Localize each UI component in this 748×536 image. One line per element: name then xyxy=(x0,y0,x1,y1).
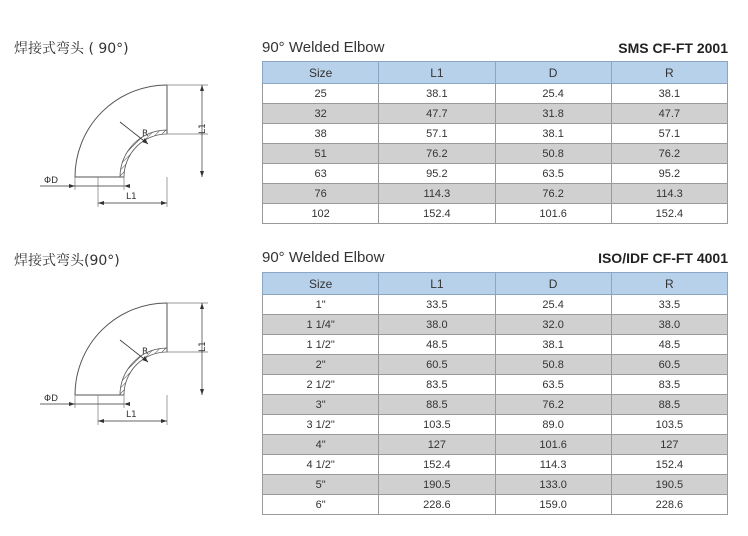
table-row xyxy=(263,355,728,375)
phi-d-label: ΦD xyxy=(44,176,59,186)
table-cell: 1" xyxy=(263,295,379,315)
table-cell: 2 1/2" xyxy=(263,375,379,395)
table-cell: 228.6 xyxy=(379,495,495,515)
elbow-outer-arc xyxy=(75,85,167,177)
table-cell: 152.4 xyxy=(611,204,727,224)
column-header: R xyxy=(611,62,727,84)
table-row xyxy=(263,375,728,395)
table-cell: 3 1/2" xyxy=(263,415,379,435)
table-cell: 38.1 xyxy=(611,84,727,104)
table-cell: 25 xyxy=(263,84,379,104)
table-cell: 5" xyxy=(263,475,379,495)
spec-table xyxy=(262,272,728,515)
diagram-title: 焊接式弯头 ( 90°) xyxy=(14,41,129,57)
table-row xyxy=(263,104,728,124)
table-cell: 33.5 xyxy=(379,295,495,315)
table-cell: 114.3 xyxy=(379,184,495,204)
table-cell: 38 xyxy=(263,124,379,144)
column-header: R xyxy=(611,273,727,295)
table-cell: 88.5 xyxy=(611,395,727,415)
elbow-diagram xyxy=(30,62,230,222)
table-cell: 25.4 xyxy=(495,295,611,315)
table-cell: 88.5 xyxy=(379,395,495,415)
table-cell: 33.5 xyxy=(611,295,727,315)
table-cell: 103.5 xyxy=(379,415,495,435)
table-cell: 2" xyxy=(263,355,379,375)
l1-bottom-label: L1 xyxy=(126,192,137,202)
table-cell: 76.2 xyxy=(379,144,495,164)
table-cell: 57.1 xyxy=(379,124,495,144)
standard-code: ISO/IDF CF-FT 4001 xyxy=(598,250,728,266)
table-title: 90° Welded Elbow xyxy=(262,249,385,266)
r-label: R xyxy=(142,129,149,139)
column-header: D xyxy=(495,62,611,84)
table-cell: 1 1/4" xyxy=(263,315,379,335)
table-cell: 6" xyxy=(263,495,379,515)
table-cell: 95.2 xyxy=(611,164,727,184)
table-cell: 152.4 xyxy=(379,204,495,224)
table-cell: 102 xyxy=(263,204,379,224)
table-cell: 4 1/2" xyxy=(263,455,379,475)
table-cell: 127 xyxy=(379,435,495,455)
table-cell: 38.1 xyxy=(495,124,611,144)
table-row xyxy=(263,204,728,224)
l1-side-label: L1 xyxy=(198,123,208,134)
table-cell: 60.5 xyxy=(379,355,495,375)
table-cell: 76.2 xyxy=(495,395,611,415)
column-header: Size xyxy=(263,62,379,84)
table-row xyxy=(263,455,728,475)
table-cell: 63.5 xyxy=(495,375,611,395)
table-row xyxy=(263,395,728,415)
table-row xyxy=(263,144,728,164)
table-cell: 152.4 xyxy=(611,455,727,475)
table-cell: 3" xyxy=(263,395,379,415)
table-cell: 103.5 xyxy=(611,415,727,435)
table-cell: 51 xyxy=(263,144,379,164)
column-header: D xyxy=(495,273,611,295)
table-cell: 133.0 xyxy=(495,475,611,495)
table-cell: 89.0 xyxy=(495,415,611,435)
table-cell: 38.1 xyxy=(495,335,611,355)
column-header: L1 xyxy=(379,273,495,295)
table-cell: 31.8 xyxy=(495,104,611,124)
table-cell: 83.5 xyxy=(611,375,727,395)
table-row xyxy=(263,315,728,335)
elbow-outer-arc xyxy=(75,303,167,395)
table-cell: 50.8 xyxy=(495,355,611,375)
table-cell: 190.5 xyxy=(611,475,727,495)
diagram-title: 焊接式弯头(90°) xyxy=(14,253,120,269)
table-cell: 48.5 xyxy=(379,335,495,355)
phi-d-label: ΦD xyxy=(44,394,59,404)
l1-bottom-label: L1 xyxy=(126,410,137,420)
table-row xyxy=(263,415,728,435)
table-cell: 127 xyxy=(611,435,727,455)
table-cell: 50.8 xyxy=(495,144,611,164)
table-cell: 76 xyxy=(263,184,379,204)
table-cell: 57.1 xyxy=(611,124,727,144)
table-header-row xyxy=(263,273,728,295)
table-header-row xyxy=(263,62,728,84)
column-header: Size xyxy=(263,273,379,295)
table-cell: 159.0 xyxy=(495,495,611,515)
table-cell: 152.4 xyxy=(379,455,495,475)
table-cell: 4" xyxy=(263,435,379,455)
table-cell: 114.3 xyxy=(495,455,611,475)
spec-table xyxy=(262,61,728,224)
table-cell: 76.2 xyxy=(495,184,611,204)
section-sms xyxy=(0,0,748,230)
table-cell: 47.7 xyxy=(379,104,495,124)
table-row xyxy=(263,124,728,144)
table-row xyxy=(263,495,728,515)
table-title: 90° Welded Elbow xyxy=(262,39,385,56)
standard-code: SMS CF-FT 2001 xyxy=(618,40,728,56)
table-cell: 114.3 xyxy=(611,184,727,204)
l1-side-label: L1 xyxy=(198,341,208,352)
table-cell: 76.2 xyxy=(611,144,727,164)
table-cell: 48.5 xyxy=(611,335,727,355)
table-cell: 1 1/2" xyxy=(263,335,379,355)
table-cell: 32 xyxy=(263,104,379,124)
table-cell: 38.1 xyxy=(379,84,495,104)
table-cell: 38.0 xyxy=(379,315,495,335)
section-iso-idf xyxy=(0,240,748,536)
table-cell: 63.5 xyxy=(495,164,611,184)
table-cell: 190.5 xyxy=(379,475,495,495)
table-row xyxy=(263,475,728,495)
table-cell: 63 xyxy=(263,164,379,184)
table-row xyxy=(263,295,728,315)
table-cell: 101.6 xyxy=(495,204,611,224)
table-row xyxy=(263,184,728,204)
elbow-diagram xyxy=(30,280,230,440)
table-cell: 47.7 xyxy=(611,104,727,124)
table-cell: 101.6 xyxy=(495,435,611,455)
table-cell: 25.4 xyxy=(495,84,611,104)
table-row xyxy=(263,84,728,104)
table-row xyxy=(263,164,728,184)
table-cell: 32.0 xyxy=(495,315,611,335)
table-row xyxy=(263,435,728,455)
table-cell: 38.0 xyxy=(611,315,727,335)
table-cell: 95.2 xyxy=(379,164,495,184)
table-row xyxy=(263,335,728,355)
r-label: R xyxy=(142,347,149,357)
table-cell: 228.6 xyxy=(611,495,727,515)
table-cell: 60.5 xyxy=(611,355,727,375)
column-header: L1 xyxy=(379,62,495,84)
table-cell: 83.5 xyxy=(379,375,495,395)
